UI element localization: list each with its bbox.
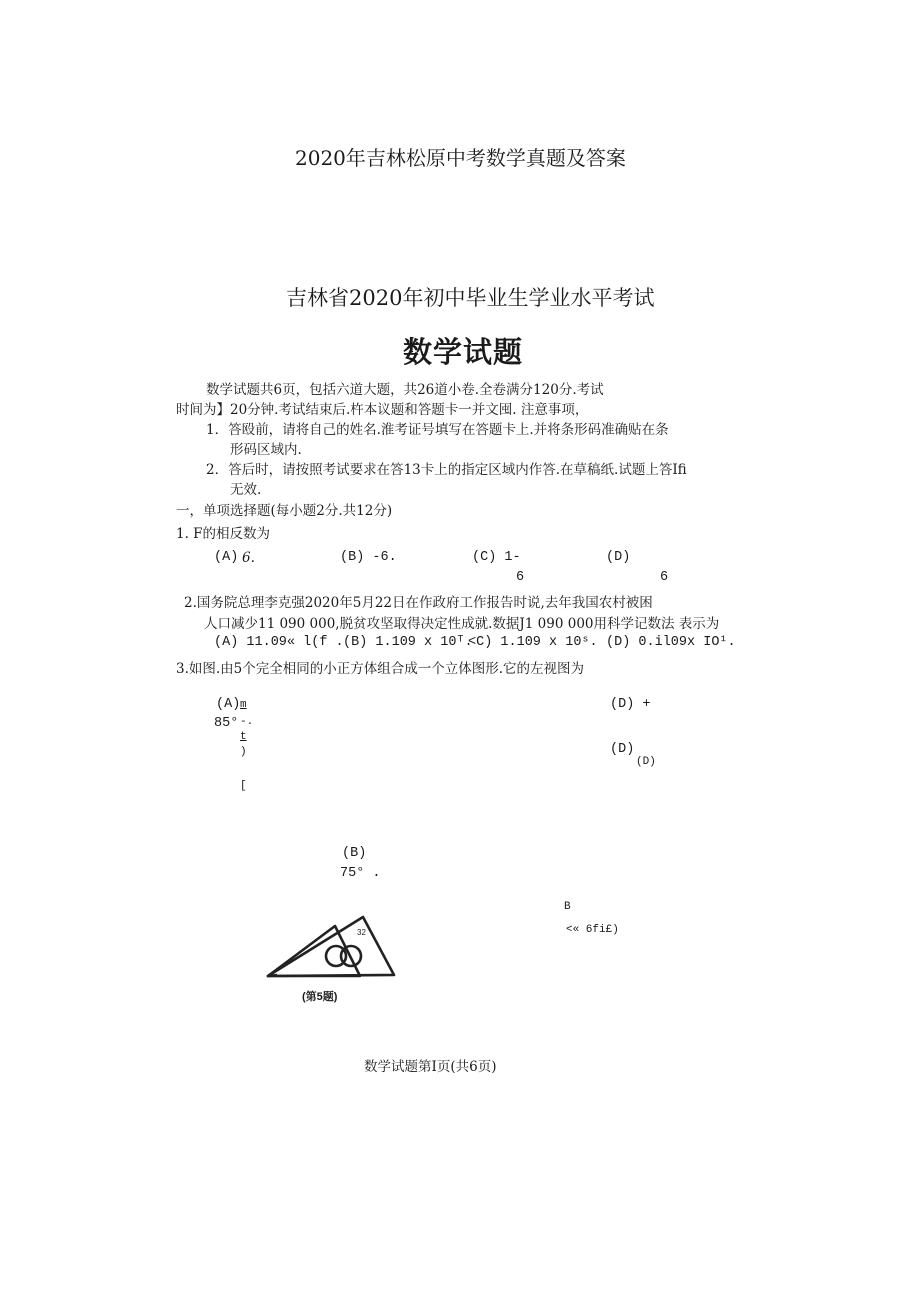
document-title: 2020年吉林松原中考数学真题及答案 [295,146,626,170]
q3-angle-b: 75° . [340,866,381,881]
exam-title: 吉林省2020年初中毕业生学业水平考试 [286,286,655,310]
q1-option-a-value: 6. [242,550,255,566]
q3-option-a-label: (A) [216,697,241,712]
q3-option-a-glyph-4: ) [240,746,247,758]
q2-option-d: (D) 0.il09x IO¹. [606,635,736,650]
q3-angle-a: 85° [214,716,239,731]
q1-option-b: (B) -6. [340,550,397,565]
q1-option-d-denominator: 6 [660,570,669,585]
q1-option-a-label: (A) [214,550,239,565]
q3-option-a-glyph-1: m [240,699,247,711]
q3-option-d-3: (D) [636,756,656,768]
q2-option-b: (B) 1.109 x 10ᵀ. [343,635,473,650]
q3-option-d-2: (D) [610,742,635,757]
q3-option-a-glyph-2: -. [240,716,254,728]
subject-title: 数学试题 [403,335,524,369]
q3-right-b: B [564,901,571,913]
page-footer: 数学试题第I页(共6页) [364,1059,497,1075]
intro-line-1: 数学试题共6页，包括六道大题，共26道小卷.全卷满分120分.考试 [206,382,604,398]
intro-line-2: 时间为】20分钟.考试结束后.杵本议题和答题卡一并文囤. 注意事项， [176,402,589,418]
note-2-line-1: 2．答后时，请按照考试要求在答13卡上的指定区域内作答.在草稿纸.试题上答Ifi [206,462,687,478]
q3-option-d-1: (D) + [610,697,651,712]
q3-right-text: <« 6fi£) [566,924,619,936]
q2-option-a: (A) 11.09« l(f . [214,635,344,650]
q2-stem-line-1: 2.国务院总理李克强2020年5月22日在作政府工作报告时说,去年我国农村被困 [184,595,653,611]
q3-option-a-glyph-3: t [240,731,247,743]
q1-stem: 1. F的相反数为 [176,526,271,542]
q1-option-c-denominator: 6 [516,570,525,585]
q3-option-a-glyph-5: [ [240,780,247,792]
figure-5-caption: (第5题) [302,991,338,1003]
q3-stem: 3.如图.由5个完全相同的小正方体组合成一个立体图形.它的左视图为 [176,661,585,677]
note-1-line-1: 1．答殴前，请将自己的姓名.淮考证号填写在答题卡上.并将条形码准确贴在条 [206,422,669,438]
q1-option-d: (D) [606,550,631,565]
q3-option-b-label: (B) [342,846,367,861]
q2-stem-line-2: 人口减少11 090 000,脱贫攻坚取得决定性成就.数据J1 090 000用科学记数法 表示为 [204,616,720,632]
note-1-line-2: 形码区域内. [230,442,302,458]
q1-option-c: (C) 1- [472,550,521,565]
section-heading: 一，单项选择题(每小题2分.共12分) [176,503,393,519]
figure-5-angle-mark: 32 [357,928,366,937]
q2-option-c: <C) 1.109 x 10ˢ. [468,635,598,650]
note-2-line-2: 无效. [230,482,262,498]
